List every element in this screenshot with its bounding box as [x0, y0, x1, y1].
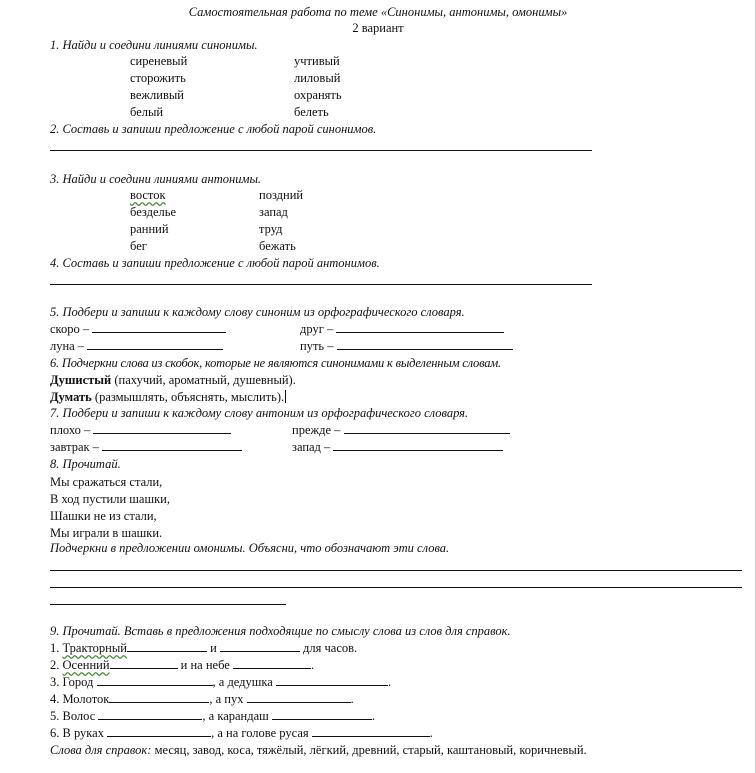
task3-left-word: ранний [130, 222, 169, 236]
worksheet-title: Самостоятельная работа по теме «Синонимы, антонимы, омонимы» [188, 5, 568, 19]
answer-blank[interactable] [107, 725, 211, 737]
poem-line: Мы играли в шашки. [50, 526, 163, 540]
task6-line: Думать (размышлять, объяснять, мыслить). [50, 390, 285, 404]
task5-word: скоро – [50, 321, 226, 337]
task3-left-word: восток [130, 188, 166, 202]
answer-line[interactable] [50, 150, 592, 151]
task9-sentence: 3. Город , а дедушка . [50, 675, 392, 689]
poem-line: Шашки не из стали, [50, 509, 157, 523]
task1-left-word: белый [130, 105, 164, 119]
answer-blank[interactable] [93, 422, 231, 434]
poem-line: Мы сражаться стали, [50, 475, 163, 489]
task7-word: прежде – [292, 422, 510, 438]
task1-left-word: сторожить [130, 71, 186, 85]
text-cursor [285, 390, 286, 403]
answer-blank[interactable] [336, 321, 504, 333]
task3-right-word: труд [259, 222, 283, 236]
task9-sentence: 4. Молоток , а пух . [50, 692, 354, 706]
task6-instruction: 6. Подчеркни слова из скобок, которые не являются синонимами к выделенным словам. [50, 356, 501, 370]
answer-blank[interactable] [272, 708, 372, 720]
task5-word: луна – [50, 338, 223, 354]
task7-word: плохо – [50, 422, 231, 438]
answer-blank[interactable] [92, 321, 226, 333]
task3-instruction: 3. Найди и соедини линиями антонимы. [50, 172, 262, 186]
answer-blank[interactable] [337, 338, 513, 350]
answer-blank[interactable] [97, 674, 213, 686]
task1-left-word: вежливый [130, 88, 184, 102]
task6-line: Душистый (пахучий, ароматный, душевный). [50, 373, 296, 387]
task9-sentence: 6. В руках , а на голове русая . [50, 726, 433, 740]
answer-blank[interactable] [312, 725, 430, 737]
reference-words: Слова для справок: месяц, завод, коса, тяжёлый, лёгкий, древний, старый, каштановый, коричневый. [50, 743, 587, 757]
answer-blank[interactable] [276, 674, 388, 686]
task1-right-word: белеть [294, 105, 329, 119]
answer-blank[interactable] [233, 657, 311, 669]
task5-word: путь – [300, 338, 513, 354]
task7-instruction: 7. Подбери и запиши к каждому слову антоним из орфографического словаря. [50, 406, 469, 420]
answer-blank[interactable] [98, 708, 202, 720]
task4-instruction: 4. Составь и запиши предложение с любой парой антонимов. [50, 256, 380, 270]
task3-right-word: поздний [259, 188, 304, 202]
task2-instruction: 2. Составь и запиши предложение с любой парой синонимов. [50, 122, 377, 136]
answer-line[interactable] [50, 587, 742, 588]
task5-word: друг – [300, 321, 504, 337]
task7-word: запад – [292, 439, 503, 455]
task7-word: завтрак – [50, 439, 242, 455]
task1-instruction: 1. Найди и соедини линиями синонимы. [50, 38, 258, 52]
task8-question: Подчеркни в предложении омонимы. Объясни, что обозначают эти слова. [50, 541, 450, 555]
task3-left-word: безделье [130, 205, 177, 219]
task9-sentence: 2. Осенний и на небе . [50, 658, 315, 672]
answer-blank[interactable] [220, 640, 300, 652]
task3-right-word: бежать [259, 239, 296, 253]
answer-blank[interactable] [109, 691, 209, 703]
task9-instruction: 9. Прочитай. Вставь в предложения подходящие по смыслу слова из слов для справок. [50, 624, 511, 638]
task1-right-word: лиловый [294, 71, 341, 85]
task9-sentence: 5. Волос , а карандаш . [50, 709, 376, 723]
task1-right-word: охранять [294, 88, 342, 102]
answer-line[interactable] [50, 570, 742, 571]
variant-label: 2 вариант [352, 21, 404, 35]
answer-line[interactable] [50, 604, 286, 605]
answer-line[interactable] [50, 284, 592, 285]
task3-right-word: запад [259, 205, 288, 219]
answer-blank[interactable] [247, 691, 351, 703]
task1-right-word: учтивый [294, 54, 340, 68]
task1-left-word: сиреневый [130, 54, 188, 68]
answer-blank[interactable] [344, 422, 510, 434]
answer-blank[interactable] [127, 640, 207, 652]
poem-line: В ход пустили шашки, [50, 492, 170, 506]
task8-instruction: 8. Прочитай. [50, 457, 121, 471]
task9-sentence: 1. Тракторный и для часов. [50, 641, 358, 655]
answer-blank[interactable] [102, 439, 242, 451]
task5-instruction: 5. Подбери и запиши к каждому слову синоним из орфографического словаря. [50, 305, 465, 319]
answer-blank[interactable] [87, 338, 223, 350]
answer-blank[interactable] [110, 657, 178, 669]
task3-left-word: бег [130, 239, 147, 253]
answer-blank[interactable] [333, 439, 503, 451]
